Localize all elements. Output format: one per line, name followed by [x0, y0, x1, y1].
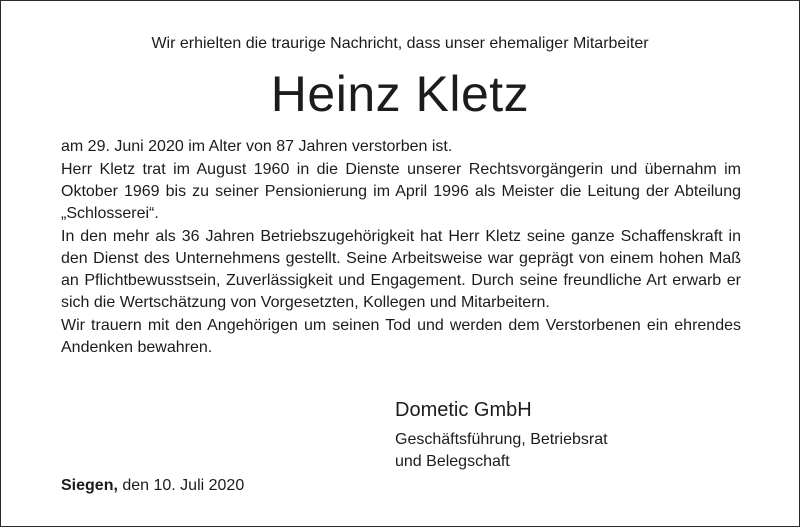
signature-line-2: und Belegschaft [395, 453, 510, 470]
deceased-name: Heinz Kletz [270, 66, 530, 122]
notice-body [61, 136, 741, 360]
paragraph-tribute: In den mehr als 36 Jahren Betriebszugehörigkeit hat Herr Kletz seine ganze Schaffenskraft in den Dienst des Unternehmens gestellt. Seine Arbeitsweise war geprägt von einem hohen Maß an Pflichtbewusstsein, Zuverlässigkeit und Engagement. Durch seine freundliche Art erwarb er sich die Wertschätzung von Vorgesetzten, Kollegen und Mitarbeitern. [61, 228, 741, 311]
place-date-text: den 10. Juli 2020 [117, 477, 245, 494]
paragraph-condolence: Wir trauern mit den Angehörigen um seinen Tod und werden dem Verstorbenen ein ehrendes Andenken bewahren. [61, 317, 741, 356]
company-name: Dometic GmbH [395, 399, 532, 421]
place-date [61, 475, 244, 497]
paragraph-career: Herr Kletz trat im August 1960 in die Dienste unserer Rechtsvorgängerin und übernahm im Oktober 1969 bis zu seiner Pensionierung im April 1996 als Meister die Leitung der Abteilung „Schlosserei“. [61, 161, 741, 222]
place-city: Siegen, [61, 477, 118, 494]
signature-line-1: Geschäftsführung, Betriebsrat [395, 431, 608, 448]
paragraph-death-date: am 29. Juni 2020 im Alter von 87 Jahren verstorben ist. [61, 138, 453, 155]
signature-block [395, 429, 608, 473]
intro-text: Wir erhielten die traurige Nachricht, dass unser ehemaliger Mitarbeiter [151, 35, 649, 52]
